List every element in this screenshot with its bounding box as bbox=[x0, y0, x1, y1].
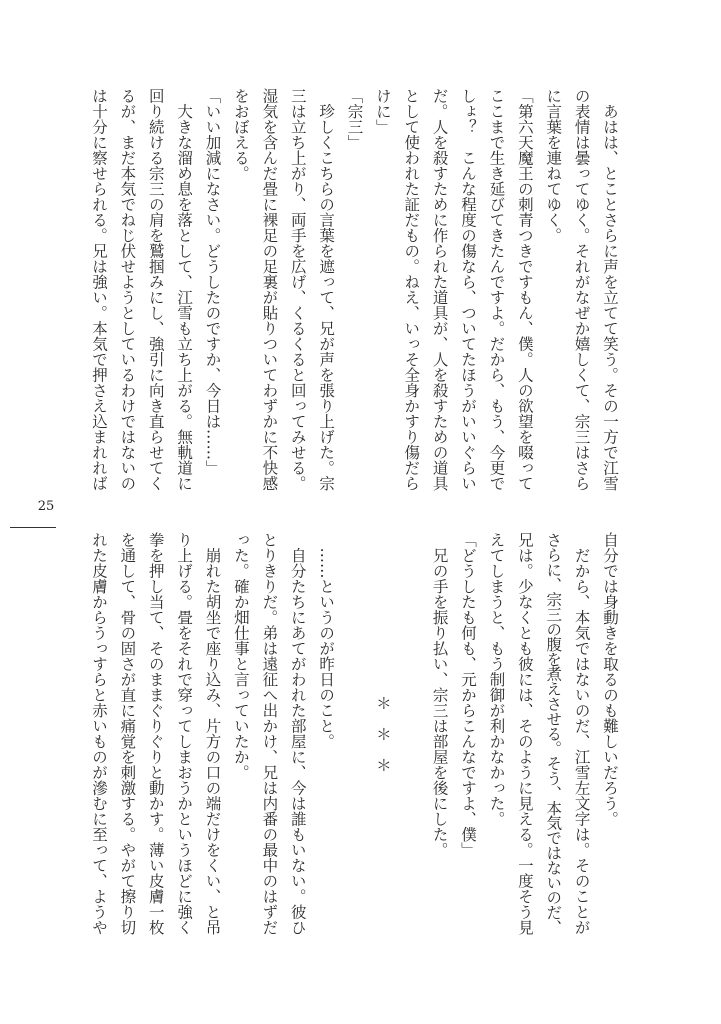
blank-column bbox=[397, 532, 425, 936]
text-column: だ。人を殺すために作られた道具が、人を殺すための道具 bbox=[430, 88, 449, 491]
text-column: 自分では身動きを取るのも難しいだろう。 bbox=[601, 532, 619, 827]
text-column: 兄の手を振り払い、宗三は部屋を後にした。 bbox=[430, 532, 449, 858]
text-column: れた皮膚からうっすらと赤いものが滲むに至って、ようや bbox=[89, 532, 108, 935]
text-column: 三は立ち上がり、両手を広げ、くるくると回ってみせる。 bbox=[288, 88, 307, 491]
text-column: しょ？ こんな程度の傷なら、ついてたほうがいいぐらい bbox=[459, 88, 478, 491]
text-column: とりきりだ。弟は遠征へ出かけ、兄は内番の最中のはずだ bbox=[260, 532, 279, 935]
text-column: をおぼえる。 bbox=[231, 88, 250, 181]
text-column: さらに、宗三の腹を煮えさせる。そう、本気ではないのだ、 bbox=[544, 532, 563, 935]
text-column: を通して、骨の固さが直に痛覚を刺激する。やがて擦り切 bbox=[118, 532, 137, 935]
text-column: の表情は曇ってゆく。それがなぜか嬉しくて、宗三はさら bbox=[572, 88, 591, 491]
text-column: 崩れた胡坐で座り込み、片方の口の端だけをくい、と吊 bbox=[203, 532, 222, 935]
text-column: あはは、とことさらに声を立てて笑う。その一方で江雪 bbox=[601, 88, 619, 491]
text-column: だから、本気ではないのだ、江雪左文字は。そのことが bbox=[572, 532, 591, 935]
text-column: に言葉を連ねてゆく。 bbox=[544, 88, 563, 243]
lower-text-block bbox=[84, 532, 624, 936]
text-column: 「第六天魔王の刺青つきですもん、僕。人の欲望を啜って bbox=[515, 88, 534, 491]
text-column: 湿気を含んだ畳に裸足の足裏が貼りついてわずかに不快感 bbox=[260, 88, 279, 491]
page-number-rule bbox=[10, 527, 56, 528]
text-column: は十分に察せられる。兄は強い。本気で押さえ込まれれば bbox=[89, 88, 108, 491]
text-column: として使われた証だもの。ねえ、いっそ全身かすり傷だら bbox=[402, 88, 421, 491]
scene-break-asterisks: ＊ ＊ ＊ bbox=[373, 695, 392, 773]
text-column: 自分たちにあてがわれた部屋に、今は誰もいない。彼ひ bbox=[288, 532, 307, 935]
page-number: 25 bbox=[37, 499, 55, 514]
text-column: けに」 bbox=[373, 88, 392, 135]
text-column: 「いい加減になさい。どうしたのですか、今日は……」 bbox=[203, 88, 222, 476]
text-column: 珍しくこちらの言葉を遮って、兄が声を張り上げた。宗 bbox=[317, 88, 336, 491]
upper-text-block bbox=[84, 88, 624, 492]
text-column: ここまで生き延びてきたんですよ。だから、もう、今更で bbox=[487, 88, 506, 491]
text-column: るが、まだ本気でねじ伏せようとしているわけではないの bbox=[118, 88, 137, 491]
text-column: 回り続ける宗三の肩を鷲掴みにし、強引に向き直らせてく bbox=[146, 88, 165, 491]
text-column: 兄は。少なくとも彼には、そのように見える。一度そう見 bbox=[515, 532, 534, 935]
text-column: り上げる。畳をそれで穿ってしまおうかというほどに強く bbox=[175, 532, 194, 935]
text-column: ……というのが昨日のこと。 bbox=[317, 532, 336, 749]
text-column: えてしまうと、もう制御が利かなかった。 bbox=[487, 532, 506, 827]
text-column: 大きな溜め息を落として、江雪も立ち上がる。無軌道に bbox=[175, 88, 194, 491]
text-column: った。確か畑仕事と言っていたか。 bbox=[231, 532, 250, 780]
text-column: 「どうしたも何も、元からこんなですよ、僕」 bbox=[459, 532, 478, 858]
blank-column bbox=[340, 532, 368, 936]
text-column: 拳を押し当て、そのままぐりぐりと動かす。薄い皮膚一枚 bbox=[146, 532, 165, 935]
text-column: 「宗三」 bbox=[345, 88, 364, 150]
